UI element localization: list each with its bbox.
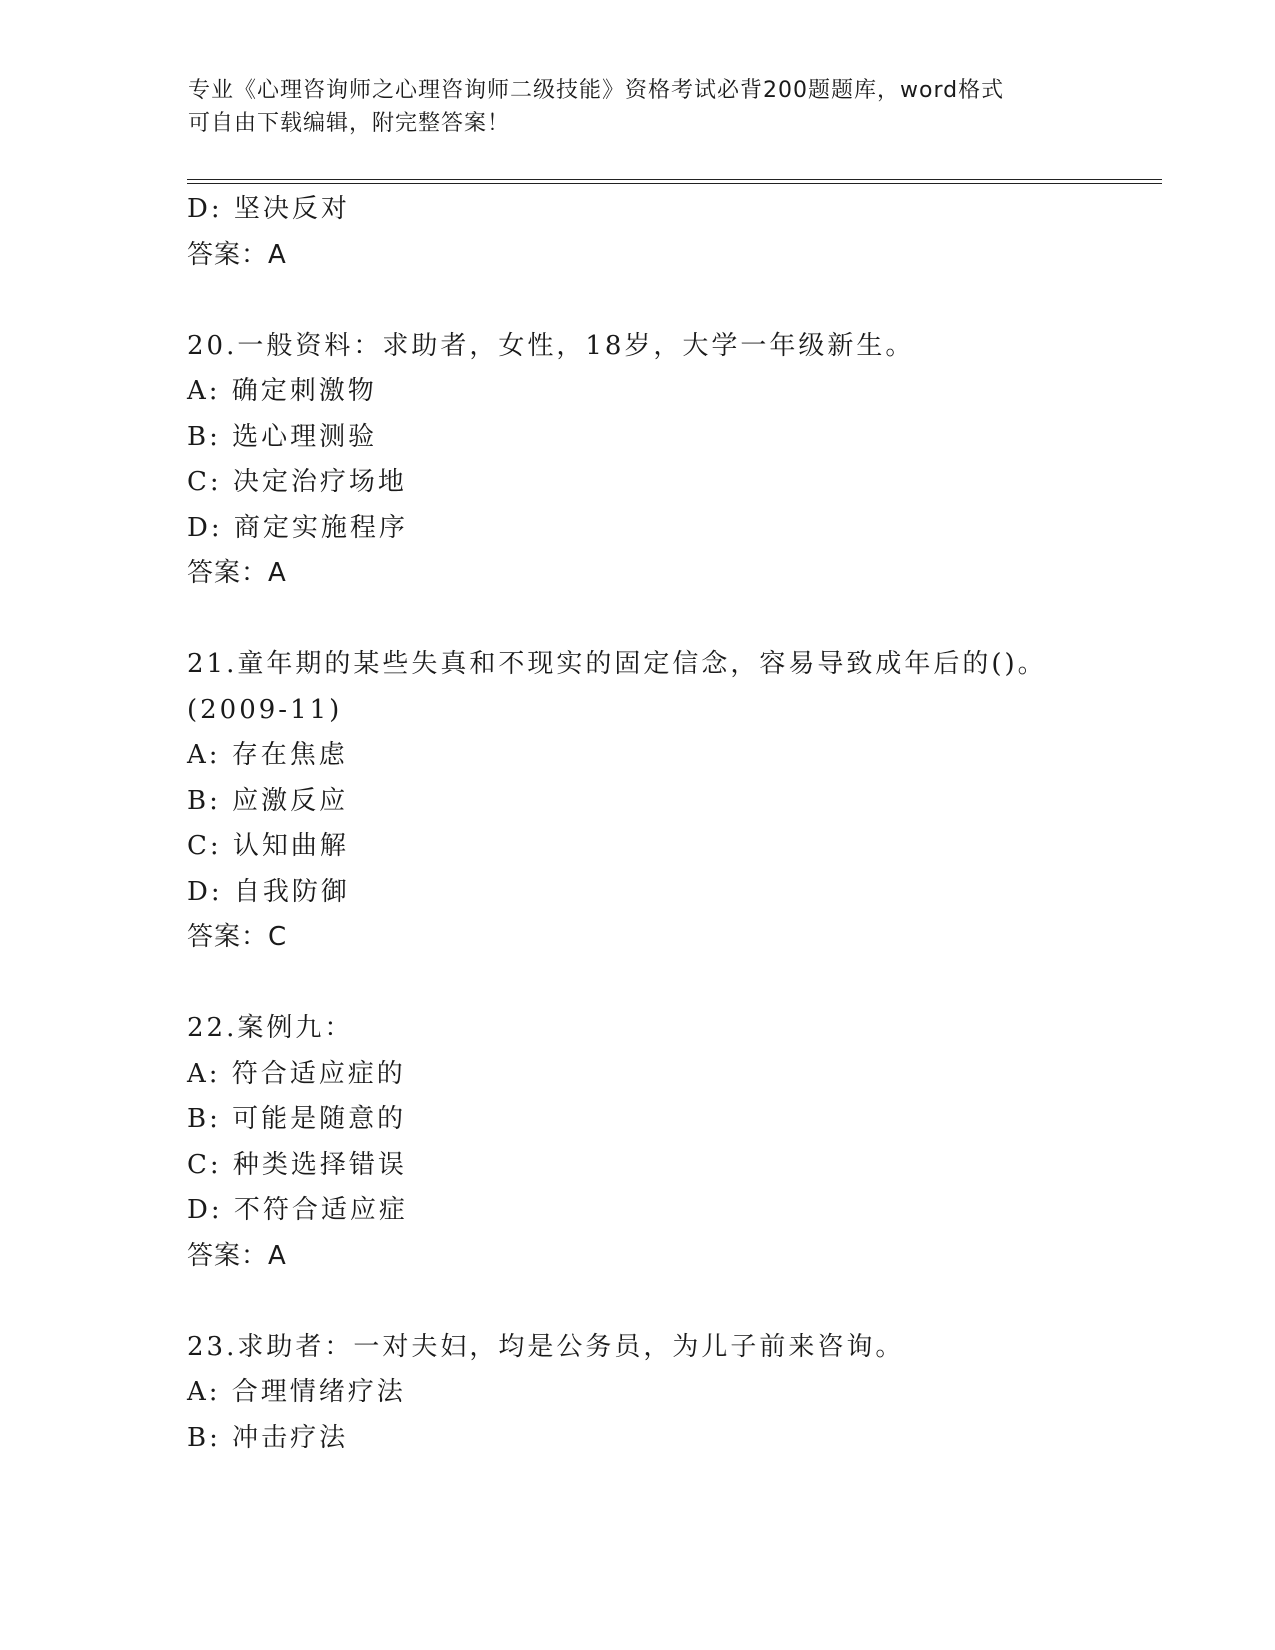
option-a: A: 确定刺激物 [187, 376, 377, 406]
question-stem-continued: (2009-11) [187, 694, 343, 725]
answer-line: 答案：C [187, 922, 288, 952]
header-line-1: 专业《心理咨询师之心理咨询师二级技能》资格考试必背200题题库，word格式 [188, 78, 1005, 103]
answer-line: 答案：A [187, 239, 287, 270]
option-c: C: 决定治疗场地 [187, 467, 407, 497]
option-b: B: 可能是随意的 [187, 1104, 407, 1134]
answer-line: 答案：A [187, 558, 287, 588]
spacer [187, 278, 1147, 324]
question-stem: 20.一般资料：求助者，女性，18岁，大学一年级新生。 [187, 330, 915, 361]
option-a: A: 合理情绪疗法 [187, 1377, 406, 1407]
option-a: A: 符合适应症的 [187, 1058, 406, 1089]
question-stem: 22.案例九： [187, 1013, 354, 1043]
option-d: D: 自我防御 [187, 876, 350, 907]
option-b: B: 冲击疗法 [187, 1422, 349, 1453]
question-list [187, 187, 1147, 1461]
document-header [188, 74, 1088, 140]
question-20 [187, 324, 1147, 597]
question-stem: 23.求助者：一对夫妇，均是公务员，为儿子前来咨询。 [187, 1331, 905, 1362]
answer-line: 答案：A [187, 1240, 287, 1271]
option-c: C: 认知曲解 [187, 831, 349, 861]
option-c: C: 种类选择错误 [187, 1149, 407, 1180]
question-23 [187, 1325, 1147, 1462]
header-line-2: 可自由下载编辑，附完整答案！ [188, 111, 511, 136]
question-21 [187, 642, 1147, 961]
option-d: D: 商定实施程序 [187, 512, 408, 543]
option-d: D: 不符合适应症 [187, 1195, 408, 1225]
option-b: B: 选心理测验 [187, 421, 378, 452]
option-b: B: 应激反应 [187, 785, 349, 816]
spacer [187, 597, 1147, 643]
spacer [187, 961, 1147, 1007]
question-stem: 21.童年期的某些失真和不现实的固定信念，容易导致成年后的()。 [187, 649, 1047, 679]
spacer [187, 1279, 1147, 1325]
header-double-rule [187, 179, 1162, 184]
option-d: D: 坚决反对 [187, 194, 350, 224]
question-22 [187, 1006, 1147, 1279]
option-a: A: 存在焦虑 [187, 740, 348, 770]
